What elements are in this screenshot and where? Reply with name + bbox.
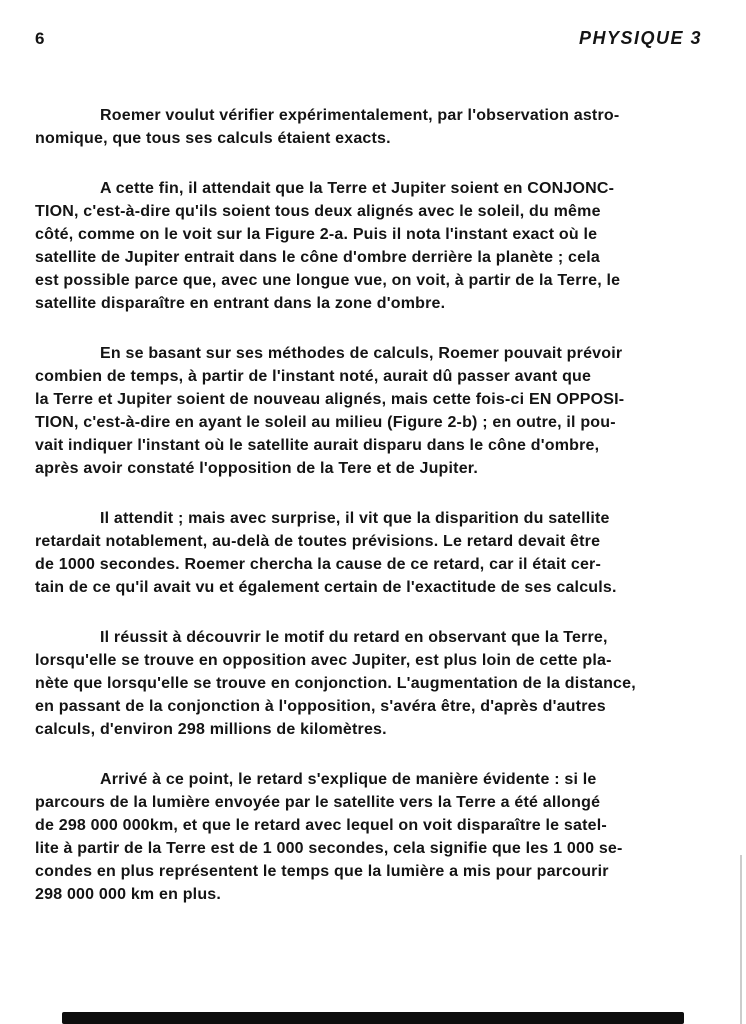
scan-artifact-bar bbox=[62, 1012, 684, 1024]
paragraph bbox=[35, 626, 713, 741]
page-body bbox=[35, 104, 713, 933]
text-line: parcours de la lumière envoyée par le satellite vers la Terre a été allongé bbox=[35, 794, 601, 811]
text-line: satellite de Jupiter entrait dans le cône d'ombre derrière la planète ; cela bbox=[35, 249, 600, 266]
text-line: tain de ce qu'il avait vu et également certain de l'exactitude de ses calculs. bbox=[35, 579, 617, 596]
text-line: calculs, d'environ 298 millions de kilomètres. bbox=[35, 721, 387, 738]
text-line: Arrivé à ce point, le retard s'explique de manière évidente : si le bbox=[100, 771, 597, 788]
text-line: En se basant sur ses méthodes de calculs, Roemer pouvait prévoir bbox=[100, 345, 623, 362]
page-number: 6 bbox=[35, 29, 45, 48]
text-line: TION, c'est-à-dire qu'ils soient tous deux alignés avec le soleil, du même bbox=[35, 203, 601, 220]
scan-edge-line bbox=[740, 855, 742, 1024]
text-line: retardait notablement, au-delà de toutes prévisions. Le retard devait être bbox=[35, 533, 601, 550]
paragraph bbox=[35, 342, 713, 480]
text-line: est possible parce que, avec une longue vue, on voit, à partir de la Terre, le bbox=[35, 272, 621, 289]
text-line: condes en plus représentent le temps que la lumière a mis pour parcourir bbox=[35, 863, 609, 880]
text-line: 298 000 000 km en plus. bbox=[35, 886, 222, 903]
text-line: satellite disparaître en entrant dans la zone d'ombre. bbox=[35, 295, 446, 312]
text-line: Il réussit à découvrir le motif du retard en observant que la Terre, bbox=[100, 629, 608, 646]
text-line: Roemer voulut vérifier expérimentalement, par l'observation astro- bbox=[100, 107, 620, 124]
running-header-title: PHYSIQUE 3 bbox=[578, 28, 702, 48]
paragraph bbox=[35, 507, 713, 599]
text-line: TION, c'est-à-dire en ayant le soleil au milieu (Figure 2-b) ; en outre, il pou- bbox=[35, 414, 616, 431]
text-line: nomique, que tous ses calculs étaient exacts. bbox=[35, 130, 391, 147]
text-line: vait indiquer l'instant où le satellite aurait disparu dans le cône d'ombre, bbox=[35, 437, 600, 454]
text-line: A cette fin, il attendait que la Terre et Jupiter soient en CONJONC- bbox=[100, 180, 615, 197]
paragraph bbox=[35, 104, 713, 150]
text-line: nète que lorsqu'elle se trouve en conjonction. L'augmentation de la distance, bbox=[35, 675, 636, 692]
text-line: de 1000 secondes. Roemer chercha la cause de ce retard, car il était cer- bbox=[35, 556, 601, 573]
paragraph bbox=[35, 768, 713, 906]
page-header bbox=[35, 28, 702, 49]
text-line: après avoir constaté l'opposition de la Tere et de Jupiter. bbox=[35, 460, 478, 477]
text-line: Il attendit ; mais avec surprise, il vit que la disparition du satellite bbox=[100, 510, 610, 527]
text-line: côté, comme on le voit sur la Figure 2-a. Puis il nota l'instant exact où le bbox=[35, 226, 598, 243]
text-line: de 298 000 000km, et que le retard avec lequel on voit disparaître le satel- bbox=[35, 817, 607, 834]
text-line: combien de temps, à partir de l'instant noté, aurait dû passer avant que bbox=[35, 368, 592, 385]
text-line: en passant de la conjonction à l'opposition, s'avéra être, d'après d'autres bbox=[35, 698, 606, 715]
text-line: lorsqu'elle se trouve en opposition avec Jupiter, est plus loin de cette pla- bbox=[35, 652, 612, 669]
text-line: lite à partir de la Terre est de 1 000 secondes, cela signifie que les 1 000 se- bbox=[35, 840, 623, 857]
paragraph bbox=[35, 177, 713, 315]
text-line: la Terre et Jupiter soient de nouveau alignés, mais cette fois-ci EN OPPOSI- bbox=[35, 391, 625, 408]
